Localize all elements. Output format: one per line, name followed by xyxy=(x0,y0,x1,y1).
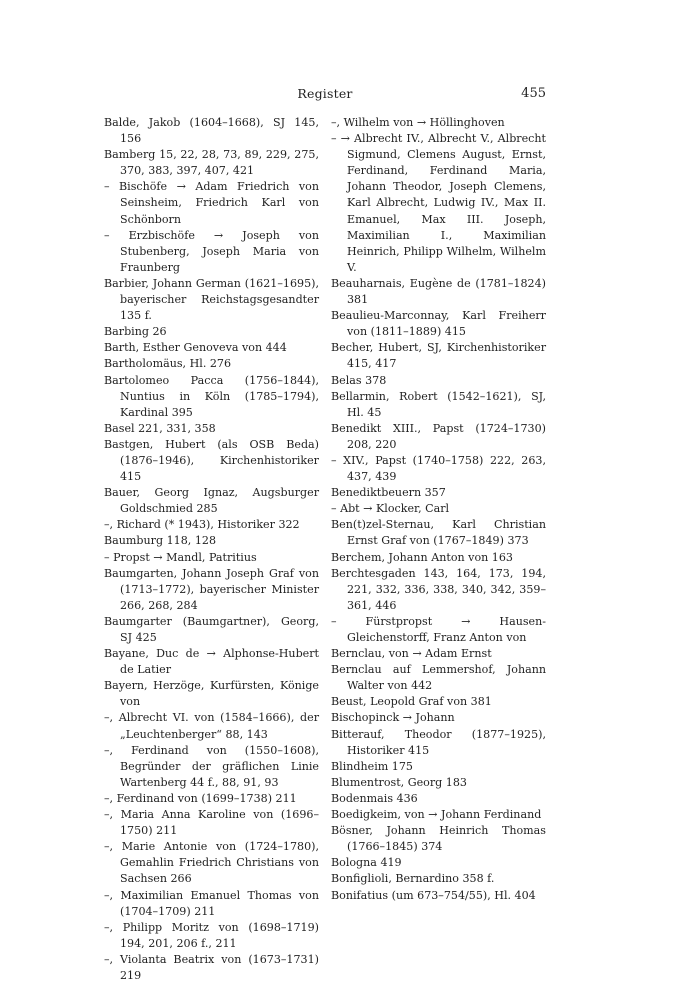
index-entry: Bonfiglioli, Bernardino 358 f. xyxy=(331,872,495,886)
index-entry: Barbing 26 xyxy=(104,325,167,339)
index-entry: Bösner, Johann Heinrich Thomas (1766–1845) 374 xyxy=(331,824,546,854)
index-entry: Basel 221, 331, 358 xyxy=(104,421,216,435)
index-entry: Bartolomeo Pacca (1756–1844), Nuntius in Köln (1785–1794), Kardinal 395 xyxy=(104,373,319,419)
index-entry: Bastgen, Hubert (als OSB Beda) (1876–1946), Kirchenhistoriker 415 xyxy=(104,437,319,484)
index-entry: Bodenmais 436 xyxy=(331,791,418,805)
index-entry: Bamberg 15, 22, 28, 73, 89, 229, 275, 370, 383, 397, 407, 421 xyxy=(104,148,319,178)
index-entry: Bayern, Herzöge, Kurfürsten, Könige von xyxy=(104,679,319,709)
index-entry: – Erzbischöfe → Joseph von Stubenberg, Joseph Maria von Fraunberg xyxy=(104,228,319,274)
index-entry: Bernclau auf Lemmershof, Johann Walter von 442 xyxy=(331,663,546,693)
index-entry: Bologna 419 xyxy=(331,856,402,870)
index-entry: Beauharnais, Eugène de (1781–1824) 381 xyxy=(331,276,546,307)
index-entry: Bernclau, von → Adam Ernst xyxy=(331,647,492,661)
index-entry: –, Ferdinand von (1550–1608), Begründer der gräflichen Linie Wartenberg 44 f., 88, 91, 93 xyxy=(104,743,319,789)
index-entry: Ben(t)zel-Sternau, Karl Christian Ernst Graf von (1767–1849) 373 xyxy=(331,518,546,548)
index-entry: Bischopinck → Johann xyxy=(331,711,455,725)
index-entry: –, Violanta Beatrix von (1673–1731) 219 xyxy=(104,952,319,982)
index-entry: –, Philipp Moritz von (1698–1719) 194, 201, 206 f., 211 xyxy=(104,920,319,950)
index-entry: Bellarmin, Robert (1542–1621), SJ, Hl. 45 xyxy=(331,389,546,419)
index-entry: Belas 378 xyxy=(331,373,387,387)
index-column-left xyxy=(104,115,319,984)
index-entry: Balde, Jakob (1604–1668), SJ 145, 156 xyxy=(104,116,319,146)
index-entry: – → Albrecht IV., Albrecht V., Albrecht Sigmund, Clemens August, Ernst, Ferdinand, Ferdinand Maria, Johann Theodor, Joseph Clemens, Karl Albrecht, Ludwig IV., Max II. Emanuel, Max III. Joseph, Maximilian I., Maximilian Heinrich, Philipp Wilhelm, Wilhelm V. xyxy=(331,132,546,274)
index-entry: Benediktbeuern 357 xyxy=(331,486,446,500)
index-entry: Bitterauf, Theodor (1877–1925), Historiker 415 xyxy=(331,727,546,757)
index-entry: Bartholomäus, Hl. 276 xyxy=(104,357,232,371)
index-entry: Baumgarter (Baumgartner), Georg, SJ 425 xyxy=(104,614,319,644)
index-entry: –, Ferdinand von (1699–1738) 211 xyxy=(104,791,297,805)
index-entry: – Fürstpropst → Hausen-Gleichenstorff, Franz Anton von xyxy=(331,614,546,644)
index-entry: – XIV., Papst (1740–1758) 222, 263, 437, 439 xyxy=(331,453,546,484)
page-title: Register xyxy=(297,86,353,101)
index-entry: Beust, Leopold Graf von 381 xyxy=(331,695,492,709)
index-entry: Benedikt XIII., Papst (1724–1730) 208, 220 xyxy=(331,421,546,451)
index-entry: – Bischöfe → Adam Friedrich von Seinsheim, Friedrich Karl von Schönborn xyxy=(104,180,319,226)
index-entry: Bauer, Georg Ignaz, Augsburger Goldschmied 285 xyxy=(104,486,319,516)
index-entry: Boedigkeim, von → Johann Ferdinand xyxy=(331,808,542,822)
index-entry: –, Richard (* 1943), Historiker 322 xyxy=(104,518,300,532)
running-header xyxy=(104,86,546,106)
index-entry: – Propst → Mandl, Patritius xyxy=(104,550,257,564)
index-entry: Baumgarten, Johann Joseph Graf von (1713–1772), bayerischer Minister 266, 268, 284 xyxy=(104,566,319,612)
index-entry: Berchtesgaden 143, 164, 173, 194, 221, 332, 336, 338, 340, 342, 359–361, 446 xyxy=(331,566,546,612)
index-entry: Bonifatius (um 673–754/55), Hl. 404 xyxy=(331,888,536,902)
index-entry: Baumburg 118, 128 xyxy=(104,534,217,548)
index-entry: Becher, Hubert, SJ, Kirchenhistoriker 415, 417 xyxy=(331,341,546,371)
index-entry: –, Maria Anna Karoline von (1696–1750) 211 xyxy=(104,808,319,838)
index-column-right xyxy=(331,115,546,904)
index-entry: Blindheim 175 xyxy=(331,759,413,773)
index-entry: Barbier, Johann German (1621–1695), bayerischer Reichstagsgesandter 135 f. xyxy=(104,276,319,323)
index-entry: –, Wilhelm von → Höllinghoven xyxy=(331,116,505,129)
index-entry: Barth, Esther Genoveva von 444 xyxy=(104,341,287,355)
index-entry: –, Marie Antonie von (1724–1780), Gemahlin Friedrich Christians von Sachsen 266 xyxy=(104,840,319,886)
index-entry: Berchem, Johann Anton von 163 xyxy=(331,550,513,564)
page-number: 455 xyxy=(521,86,546,101)
index-entry: –, Maximilian Emanuel Thomas von (1704–1709) 211 xyxy=(104,888,319,918)
index-entry: –, Albrecht VI. von (1584–1666), der „Leuchtenberger“ 88, 143 xyxy=(104,711,319,741)
index-entry: Blumentrost, Georg 183 xyxy=(331,775,467,789)
index-entry: Beaulieu-Marconnay, Karl Freiherr von (1811–1889) 415 xyxy=(331,309,546,339)
index-entry: – Abt → Klocker, Carl xyxy=(331,502,450,516)
index-entry: Bayane, Duc de → Alphonse-Hubert de Latier xyxy=(104,647,319,677)
